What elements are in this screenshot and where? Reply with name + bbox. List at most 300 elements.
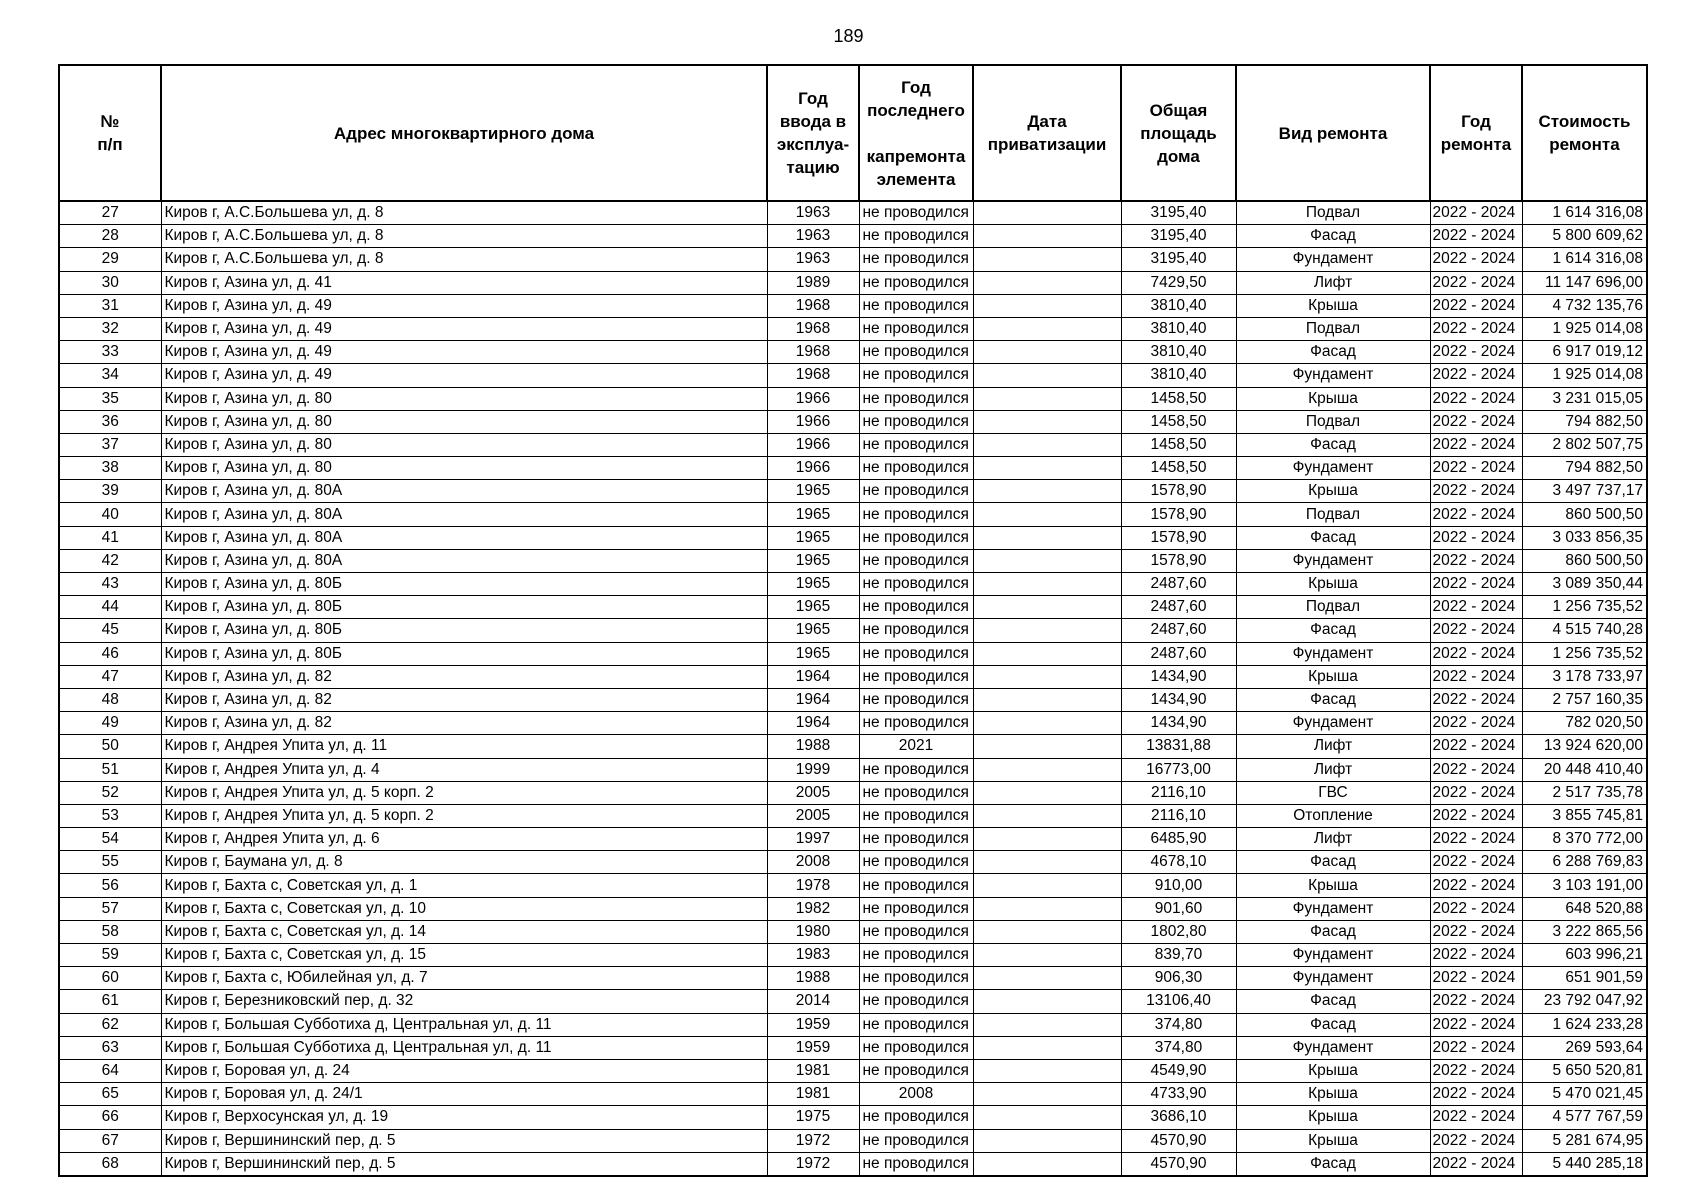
row-address: Киров г, Верхосунская ул, д. 19 <box>161 1106 767 1129</box>
row-number: 56 <box>59 874 161 897</box>
row-year-built: 1965 <box>767 503 859 526</box>
row-cost: 3 033 856,35 <box>1522 526 1647 549</box>
table-row <box>59 897 1647 920</box>
row-cost: 5 650 520,81 <box>1522 1059 1647 1082</box>
row-cost: 6 288 769,83 <box>1522 851 1647 874</box>
row-privatization <box>973 225 1121 248</box>
row-cost: 269 593,64 <box>1522 1036 1647 1059</box>
row-year-built: 1965 <box>767 549 859 572</box>
row-last-repair: не проводился <box>859 990 973 1013</box>
row-privatization <box>973 874 1121 897</box>
row-address: Киров г, Баумана ул, д. 8 <box>161 851 767 874</box>
table-row <box>59 1083 1647 1106</box>
row-last-repair: не проводился <box>859 457 973 480</box>
row-last-repair: 2008 <box>859 1083 973 1106</box>
row-privatization <box>973 781 1121 804</box>
row-privatization <box>973 712 1121 735</box>
table-row <box>59 503 1647 526</box>
row-cost: 4 732 135,76 <box>1522 294 1647 317</box>
table-row <box>59 735 1647 758</box>
row-cost: 794 882,50 <box>1522 457 1647 480</box>
row-cost: 3 855 745,81 <box>1522 804 1647 827</box>
table-header-row <box>59 65 1647 201</box>
row-last-repair: не проводился <box>859 828 973 851</box>
row-number: 35 <box>59 387 161 410</box>
row-number: 40 <box>59 503 161 526</box>
row-repair-type: Лифт <box>1236 758 1430 781</box>
row-cost: 6 917 019,12 <box>1522 341 1647 364</box>
row-year-built: 1968 <box>767 364 859 387</box>
row-number: 64 <box>59 1059 161 1082</box>
row-address: Киров г, Андрея Упита ул, д. 5 корп. 2 <box>161 804 767 827</box>
row-last-repair: не проводился <box>859 688 973 711</box>
table-row <box>59 944 1647 967</box>
row-year-built: 1963 <box>767 225 859 248</box>
row-area: 3810,40 <box>1121 294 1236 317</box>
row-cost: 3 222 865,56 <box>1522 920 1647 943</box>
row-repair-year: 2022 - 2024 <box>1430 248 1522 271</box>
row-address: Киров г, Азина ул, д. 80Б <box>161 619 767 642</box>
row-privatization <box>973 271 1121 294</box>
row-repair-type: Крыша <box>1236 294 1430 317</box>
row-area: 1578,90 <box>1121 549 1236 572</box>
row-repair-year: 2022 - 2024 <box>1430 990 1522 1013</box>
row-number: 39 <box>59 480 161 503</box>
row-cost: 860 500,50 <box>1522 503 1647 526</box>
row-number: 28 <box>59 225 161 248</box>
row-number: 30 <box>59 271 161 294</box>
row-cost: 5 281 674,95 <box>1522 1129 1647 1152</box>
header-year-built: Год ввода в эксплуа- тацию <box>767 65 859 201</box>
row-privatization <box>973 341 1121 364</box>
row-year-built: 1965 <box>767 619 859 642</box>
row-cost: 20 448 410,40 <box>1522 758 1647 781</box>
row-number: 65 <box>59 1083 161 1106</box>
row-year-built: 2014 <box>767 990 859 1013</box>
row-repair-year: 2022 - 2024 <box>1430 1013 1522 1036</box>
row-address: Киров г, Азина ул, д. 80Б <box>161 642 767 665</box>
row-last-repair: не проводился <box>859 317 973 340</box>
row-area: 3195,40 <box>1121 225 1236 248</box>
row-number: 43 <box>59 573 161 596</box>
table-row <box>59 364 1647 387</box>
row-privatization <box>973 735 1121 758</box>
row-address: Киров г, Андрея Упита ул, д. 4 <box>161 758 767 781</box>
row-year-built: 1988 <box>767 967 859 990</box>
row-area: 1434,90 <box>1121 665 1236 688</box>
row-number: 46 <box>59 642 161 665</box>
row-number: 60 <box>59 967 161 990</box>
row-repair-year: 2022 - 2024 <box>1430 804 1522 827</box>
row-last-repair: не проводился <box>859 271 973 294</box>
row-last-repair: не проводился <box>859 712 973 735</box>
header-last-repair: Год последнего капремонта элемента <box>859 65 973 201</box>
row-repair-year: 2022 - 2024 <box>1430 874 1522 897</box>
row-privatization <box>973 503 1121 526</box>
row-address: Киров г, Боровая ул, д. 24 <box>161 1059 767 1082</box>
header-repair-year: Год ремонта <box>1430 65 1522 201</box>
row-number: 57 <box>59 897 161 920</box>
row-cost: 2 517 735,78 <box>1522 781 1647 804</box>
table-row <box>59 526 1647 549</box>
table-row <box>59 920 1647 943</box>
row-repair-year: 2022 - 2024 <box>1430 294 1522 317</box>
row-last-repair: не проводился <box>859 897 973 920</box>
row-privatization <box>973 201 1121 225</box>
row-cost: 3 231 015,05 <box>1522 387 1647 410</box>
row-address: Киров г, Большая Субботиха д, Центральная ул, д. 11 <box>161 1036 767 1059</box>
row-address: Киров г, Вершининский пер, д. 5 <box>161 1152 767 1176</box>
row-cost: 3 178 733,97 <box>1522 665 1647 688</box>
row-cost: 651 901,59 <box>1522 967 1647 990</box>
row-last-repair: не проводился <box>859 387 973 410</box>
table-row <box>59 549 1647 572</box>
row-year-built: 1972 <box>767 1129 859 1152</box>
row-repair-year: 2022 - 2024 <box>1430 225 1522 248</box>
row-cost: 13 924 620,00 <box>1522 735 1647 758</box>
row-number: 41 <box>59 526 161 549</box>
row-repair-year: 2022 - 2024 <box>1430 920 1522 943</box>
row-year-built: 1966 <box>767 457 859 480</box>
row-address: Киров г, Азина ул, д. 82 <box>161 688 767 711</box>
row-number: 38 <box>59 457 161 480</box>
row-privatization <box>973 410 1121 433</box>
row-address: Киров г, А.С.Большева ул, д. 8 <box>161 201 767 225</box>
header-cost: Стоимость ремонта <box>1522 65 1647 201</box>
row-address: Киров г, Азина ул, д. 80 <box>161 387 767 410</box>
row-cost: 1 614 316,08 <box>1522 248 1647 271</box>
row-area: 1458,50 <box>1121 387 1236 410</box>
row-repair-type: Фасад <box>1236 526 1430 549</box>
row-year-built: 1965 <box>767 573 859 596</box>
row-repair-type: Крыша <box>1236 665 1430 688</box>
row-privatization <box>973 573 1121 596</box>
row-privatization <box>973 1013 1121 1036</box>
row-area: 839,70 <box>1121 944 1236 967</box>
table-row <box>59 828 1647 851</box>
row-repair-year: 2022 - 2024 <box>1430 688 1522 711</box>
row-address: Киров г, Азина ул, д. 80А <box>161 549 767 572</box>
row-number: 50 <box>59 735 161 758</box>
row-repair-type: Подвал <box>1236 596 1430 619</box>
table-row <box>59 573 1647 596</box>
row-cost: 3 103 191,00 <box>1522 874 1647 897</box>
row-last-repair: не проводился <box>859 573 973 596</box>
row-year-built: 1975 <box>767 1106 859 1129</box>
row-privatization <box>973 967 1121 990</box>
row-repair-year: 2022 - 2024 <box>1430 712 1522 735</box>
row-area: 1578,90 <box>1121 480 1236 503</box>
row-year-built: 1988 <box>767 735 859 758</box>
table-row <box>59 225 1647 248</box>
row-privatization <box>973 897 1121 920</box>
header-area: Общая площадь дома <box>1121 65 1236 201</box>
row-cost: 1 256 735,52 <box>1522 642 1647 665</box>
row-cost: 860 500,50 <box>1522 549 1647 572</box>
row-repair-type: Фасад <box>1236 619 1430 642</box>
row-last-repair: не проводился <box>859 642 973 665</box>
row-number: 61 <box>59 990 161 1013</box>
row-privatization <box>973 851 1121 874</box>
row-repair-year: 2022 - 2024 <box>1430 944 1522 967</box>
row-year-built: 1981 <box>767 1083 859 1106</box>
row-number: 67 <box>59 1129 161 1152</box>
row-repair-type: Лифт <box>1236 828 1430 851</box>
row-repair-type: Фундамент <box>1236 1036 1430 1059</box>
row-area: 13831,88 <box>1121 735 1236 758</box>
table-row <box>59 271 1647 294</box>
row-year-built: 1964 <box>767 712 859 735</box>
row-number: 33 <box>59 341 161 364</box>
row-repair-year: 2022 - 2024 <box>1430 341 1522 364</box>
table-row <box>59 990 1647 1013</box>
table-row <box>59 433 1647 456</box>
row-year-built: 2008 <box>767 851 859 874</box>
row-repair-year: 2022 - 2024 <box>1430 967 1522 990</box>
row-area: 1578,90 <box>1121 526 1236 549</box>
row-area: 4570,90 <box>1121 1129 1236 1152</box>
row-repair-type: Подвал <box>1236 410 1430 433</box>
row-repair-year: 2022 - 2024 <box>1430 642 1522 665</box>
row-area: 3686,10 <box>1121 1106 1236 1129</box>
row-area: 2487,60 <box>1121 619 1236 642</box>
table-row <box>59 410 1647 433</box>
row-last-repair: не проводился <box>859 758 973 781</box>
row-repair-type: Фасад <box>1236 1152 1430 1176</box>
row-area: 2487,60 <box>1121 596 1236 619</box>
row-address: Киров г, Азина ул, д. 80 <box>161 457 767 480</box>
row-address: Киров г, Азина ул, д. 80А <box>161 480 767 503</box>
row-repair-year: 2022 - 2024 <box>1430 897 1522 920</box>
row-area: 4733,90 <box>1121 1083 1236 1106</box>
row-repair-type: Крыша <box>1236 1106 1430 1129</box>
row-address: Киров г, Азина ул, д. 80Б <box>161 596 767 619</box>
row-repair-year: 2022 - 2024 <box>1430 503 1522 526</box>
row-area: 2487,60 <box>1121 573 1236 596</box>
row-year-built: 1963 <box>767 201 859 225</box>
row-privatization <box>973 642 1121 665</box>
row-privatization <box>973 387 1121 410</box>
row-repair-year: 2022 - 2024 <box>1430 828 1522 851</box>
row-year-built: 1968 <box>767 341 859 364</box>
row-area: 2116,10 <box>1121 804 1236 827</box>
row-cost: 1 256 735,52 <box>1522 596 1647 619</box>
table-row <box>59 619 1647 642</box>
row-repair-year: 2022 - 2024 <box>1430 735 1522 758</box>
row-address: Киров г, А.С.Большева ул, д. 8 <box>161 248 767 271</box>
row-address: Киров г, Бахта с, Советская ул, д. 10 <box>161 897 767 920</box>
row-number: 54 <box>59 828 161 851</box>
row-privatization <box>973 1106 1121 1129</box>
row-area: 1434,90 <box>1121 712 1236 735</box>
row-year-built: 1965 <box>767 526 859 549</box>
row-area: 7429,50 <box>1121 271 1236 294</box>
row-privatization <box>973 688 1121 711</box>
table-row <box>59 457 1647 480</box>
table-row <box>59 294 1647 317</box>
row-address: Киров г, Березниковский пер, д. 32 <box>161 990 767 1013</box>
row-cost: 3 089 350,44 <box>1522 573 1647 596</box>
row-year-built: 1964 <box>767 688 859 711</box>
row-repair-type: Фасад <box>1236 1013 1430 1036</box>
row-address: Киров г, Андрея Упита ул, д. 6 <box>161 828 767 851</box>
row-cost: 5 470 021,45 <box>1522 1083 1647 1106</box>
row-area: 1578,90 <box>1121 503 1236 526</box>
row-repair-type: Крыша <box>1236 1059 1430 1082</box>
row-repair-type: Фундамент <box>1236 944 1430 967</box>
row-last-repair: не проводился <box>859 967 973 990</box>
row-year-built: 1964 <box>767 665 859 688</box>
row-repair-year: 2022 - 2024 <box>1430 851 1522 874</box>
row-address: Киров г, Андрея Упита ул, д. 11 <box>161 735 767 758</box>
row-repair-year: 2022 - 2024 <box>1430 433 1522 456</box>
row-year-built: 2005 <box>767 804 859 827</box>
table-row <box>59 341 1647 364</box>
row-area: 3810,40 <box>1121 341 1236 364</box>
row-area: 3810,40 <box>1121 364 1236 387</box>
row-year-built: 1989 <box>767 271 859 294</box>
row-year-built: 1968 <box>767 317 859 340</box>
row-repair-year: 2022 - 2024 <box>1430 1152 1522 1176</box>
row-address: Киров г, Бахта с, Советская ул, д. 1 <box>161 874 767 897</box>
row-area: 1434,90 <box>1121 688 1236 711</box>
row-number: 27 <box>59 201 161 225</box>
row-last-repair: не проводился <box>859 1129 973 1152</box>
row-last-repair: не проводился <box>859 433 973 456</box>
row-area: 901,60 <box>1121 897 1236 920</box>
row-last-repair: не проводился <box>859 944 973 967</box>
table-row <box>59 1013 1647 1036</box>
header-address: Адрес многоквартирного дома <box>161 65 767 201</box>
table-row <box>59 688 1647 711</box>
row-privatization <box>973 317 1121 340</box>
row-cost: 782 020,50 <box>1522 712 1647 735</box>
row-repair-year: 2022 - 2024 <box>1430 1106 1522 1129</box>
table-row <box>59 1036 1647 1059</box>
row-year-built: 1965 <box>767 480 859 503</box>
page-number: 189 <box>833 26 864 46</box>
row-last-repair: 2021 <box>859 735 973 758</box>
row-privatization <box>973 944 1121 967</box>
row-number: 59 <box>59 944 161 967</box>
row-privatization <box>973 549 1121 572</box>
row-privatization <box>973 364 1121 387</box>
row-privatization <box>973 665 1121 688</box>
row-repair-year: 2022 - 2024 <box>1430 596 1522 619</box>
row-address: Киров г, Бахта с, Советская ул, д. 14 <box>161 920 767 943</box>
row-repair-year: 2022 - 2024 <box>1430 1129 1522 1152</box>
row-privatization <box>973 758 1121 781</box>
row-repair-type: ГВС <box>1236 781 1430 804</box>
row-area: 2487,60 <box>1121 642 1236 665</box>
table-row <box>59 642 1647 665</box>
row-privatization <box>973 526 1121 549</box>
row-year-built: 2005 <box>767 781 859 804</box>
row-cost: 5 800 609,62 <box>1522 225 1647 248</box>
row-repair-type: Фасад <box>1236 433 1430 456</box>
row-address: Киров г, Боровая ул, д. 24/1 <box>161 1083 767 1106</box>
row-repair-type: Крыша <box>1236 1129 1430 1152</box>
row-area: 906,30 <box>1121 967 1236 990</box>
row-repair-type: Отопление <box>1236 804 1430 827</box>
row-repair-type: Крыша <box>1236 480 1430 503</box>
row-last-repair: не проводился <box>859 410 973 433</box>
row-cost: 3 497 737,17 <box>1522 480 1647 503</box>
row-repair-year: 2022 - 2024 <box>1430 1059 1522 1082</box>
row-repair-type: Фасад <box>1236 225 1430 248</box>
row-year-built: 1981 <box>767 1059 859 1082</box>
row-repair-year: 2022 - 2024 <box>1430 758 1522 781</box>
row-area: 910,00 <box>1121 874 1236 897</box>
row-cost: 1 925 014,08 <box>1522 317 1647 340</box>
row-address: Киров г, Вершининский пер, д. 5 <box>161 1129 767 1152</box>
table-row <box>59 758 1647 781</box>
row-repair-type: Фасад <box>1236 341 1430 364</box>
row-area: 4678,10 <box>1121 851 1236 874</box>
table-row <box>59 1106 1647 1129</box>
row-privatization <box>973 828 1121 851</box>
row-address: Киров г, Азина ул, д. 49 <box>161 341 767 364</box>
row-year-built: 1959 <box>767 1013 859 1036</box>
row-privatization <box>973 480 1121 503</box>
row-last-repair: не проводился <box>859 851 973 874</box>
row-year-built: 1959 <box>767 1036 859 1059</box>
row-number: 37 <box>59 433 161 456</box>
row-area: 4549,90 <box>1121 1059 1236 1082</box>
row-last-repair: не проводился <box>859 225 973 248</box>
row-privatization <box>973 1129 1121 1152</box>
row-privatization <box>973 920 1121 943</box>
row-year-built: 1966 <box>767 433 859 456</box>
row-last-repair: не проводился <box>859 619 973 642</box>
row-last-repair: не проводился <box>859 526 973 549</box>
row-area: 3195,40 <box>1121 201 1236 225</box>
row-address: Киров г, Азина ул, д. 49 <box>161 317 767 340</box>
row-address: Киров г, Азина ул, д. 49 <box>161 294 767 317</box>
row-cost: 8 370 772,00 <box>1522 828 1647 851</box>
row-address: Киров г, Азина ул, д. 49 <box>161 364 767 387</box>
row-number: 55 <box>59 851 161 874</box>
row-repair-year: 2022 - 2024 <box>1430 364 1522 387</box>
table-row <box>59 781 1647 804</box>
row-year-built: 1965 <box>767 642 859 665</box>
row-repair-year: 2022 - 2024 <box>1430 410 1522 433</box>
row-privatization <box>973 1036 1121 1059</box>
row-last-repair: не проводился <box>859 341 973 364</box>
header-repair-type: Вид ремонта <box>1236 65 1430 201</box>
row-area: 16773,00 <box>1121 758 1236 781</box>
row-year-built: 1965 <box>767 596 859 619</box>
row-repair-type: Фундамент <box>1236 248 1430 271</box>
table-row <box>59 317 1647 340</box>
row-last-repair: не проводился <box>859 480 973 503</box>
row-area: 3195,40 <box>1121 248 1236 271</box>
row-cost: 2 802 507,75 <box>1522 433 1647 456</box>
row-cost: 794 882,50 <box>1522 410 1647 433</box>
row-repair-year: 2022 - 2024 <box>1430 665 1522 688</box>
row-number: 32 <box>59 317 161 340</box>
row-area: 13106,40 <box>1121 990 1236 1013</box>
row-repair-type: Крыша <box>1236 387 1430 410</box>
row-area: 4570,90 <box>1121 1152 1236 1176</box>
row-year-built: 1963 <box>767 248 859 271</box>
table-row <box>59 201 1647 225</box>
row-number: 52 <box>59 781 161 804</box>
row-repair-year: 2022 - 2024 <box>1430 619 1522 642</box>
table-row <box>59 248 1647 271</box>
table-row <box>59 1129 1647 1152</box>
row-last-repair: не проводился <box>859 1013 973 1036</box>
